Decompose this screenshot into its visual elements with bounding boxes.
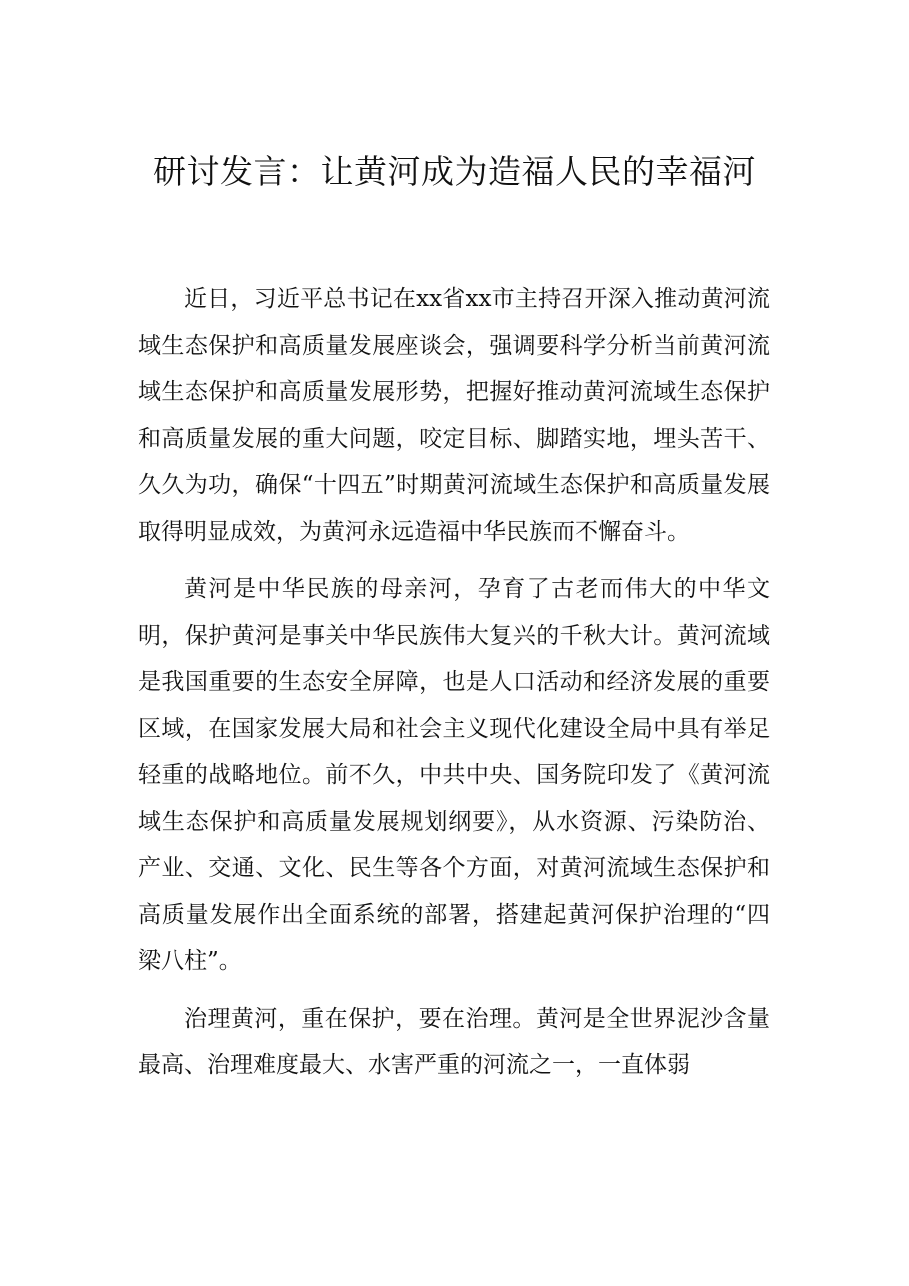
paragraph-1: 近日，习近平总书记在xx省xx市主持召开深入推动黄河流域生态保护和高质量发展座谈会，强调要科学分析当前黄河流域生态保护和高质量发展形势，把握好推动黄河流域生态保护和高质量发展的重大问题，咬定目标、脚踏实地，埋头苦干、久久为功，确保“十四五”时期黄河流域生态保护和高质量发展取得明显成效，为黄河永远造福中华民族而不懈奋斗。: [138, 286, 770, 545]
paragraph-3: 治理黄河，重在保护，要在治理。黄河是全世界泥沙含量最高、治理难度最大、水害严重的河流之一，一直体弱: [138, 1005, 770, 1078]
document-body: [138, 276, 770, 1100]
document-title: 研讨发言：让黄河成为造福人民的幸福河: [153, 152, 756, 191]
paragraph-2: 黄河是中华民族的母亲河，孕育了古老而伟大的中华文明，保护黄河是事关中华民族伟大复兴的千秋大计。黄河流域是我国重要的生态安全屏障，也是人口活动和经济发展的重要区域，在国家发展大局和社会主义现代化建设全局中具有举足轻重的战略地位。前不久，中共中央、国务院印发了《黄河流域生态保护和高质量发展规划纲要》，从水资源、污染防治、产业、交通、文化、民生等各个方面，对黄河流域生态保护和高质量发展作出全面系统的部署，搭建起黄河保护治理的“四梁八柱”。: [138, 576, 770, 974]
